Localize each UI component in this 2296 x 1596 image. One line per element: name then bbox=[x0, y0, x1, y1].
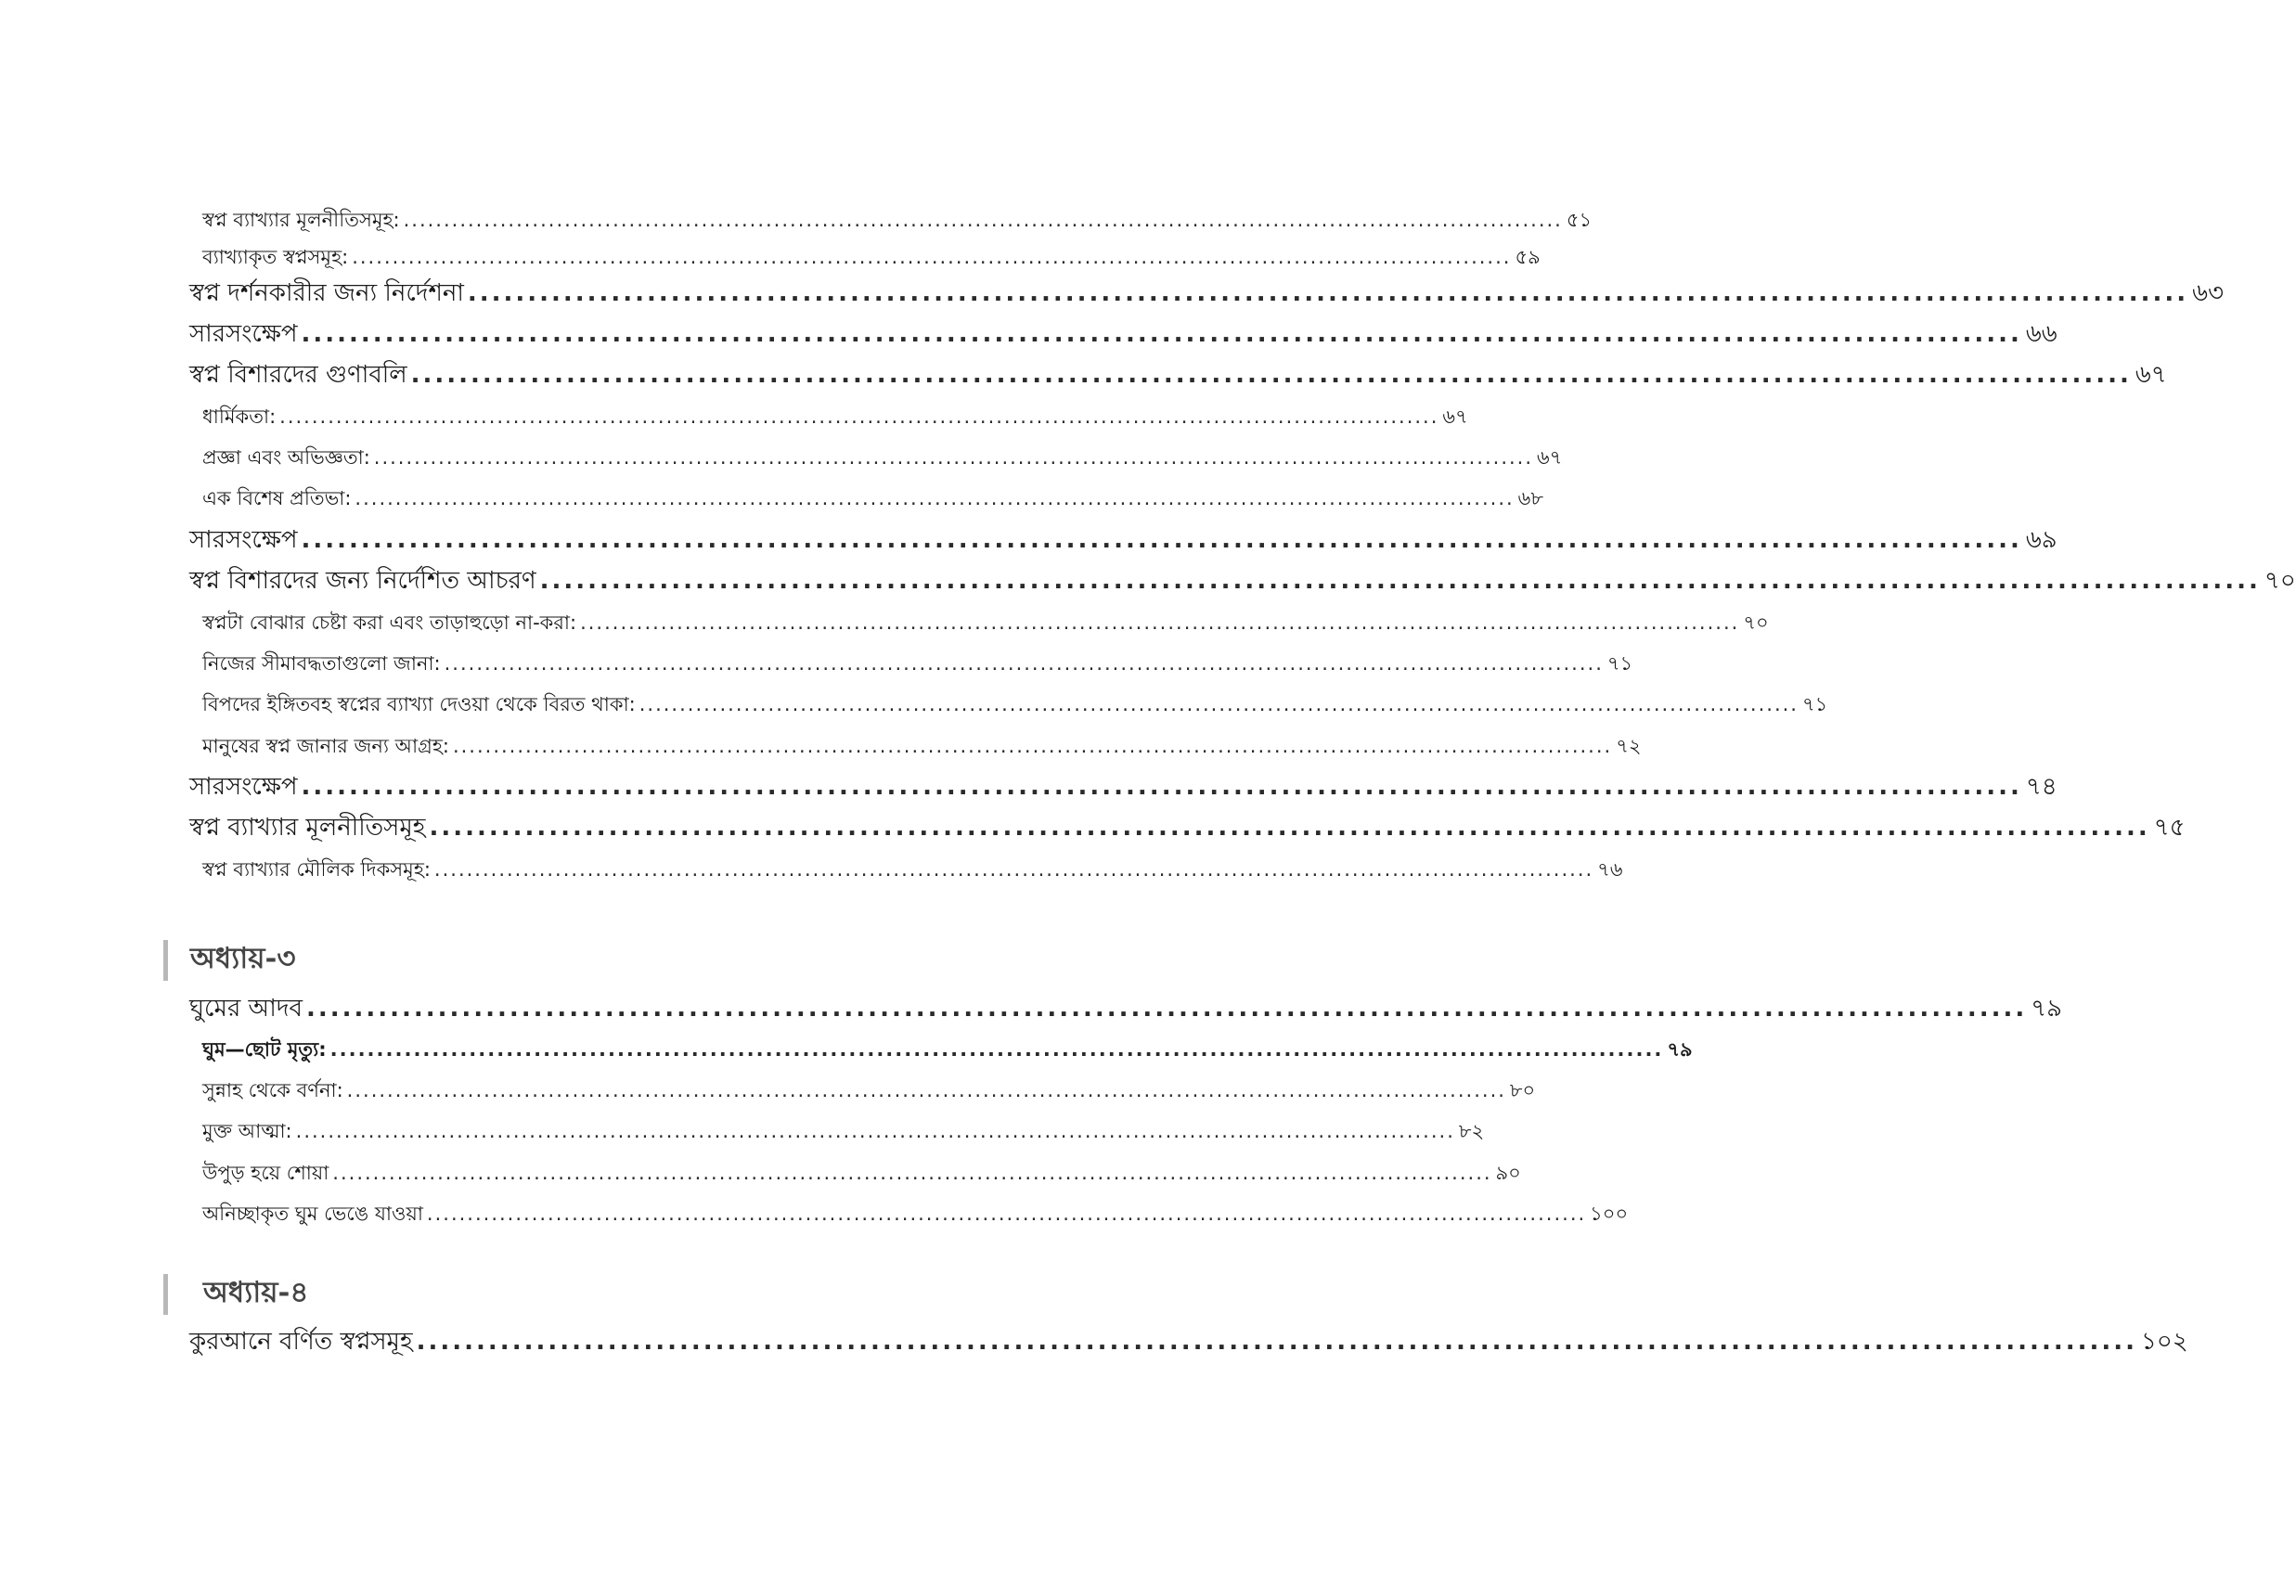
toc-leader: ................................................................................................................................................ bbox=[467, 279, 2189, 307]
toc-leader: ................................................................................................................................................ bbox=[346, 1079, 1506, 1101]
toc-leader: ................................................................................................................................................ bbox=[301, 320, 2022, 348]
toc-entry-title: স্বপ্ন বিশারদের গুণাবলি bbox=[189, 361, 407, 389]
toc-entry-page: ৭৯ bbox=[2031, 995, 2063, 1023]
toc-leader: ................................................................................................................................................ bbox=[295, 1120, 1455, 1142]
chapter-title: অধ্যায়-৩ bbox=[190, 942, 296, 975]
toc-entry-title: উপুড় হয়ে শোয়া bbox=[202, 1162, 329, 1184]
toc-entry-page: ৬৯ bbox=[2025, 526, 2057, 554]
toc-leader: ................................................................................................................................................ bbox=[301, 526, 2022, 554]
toc-entry-page: ৬৭ bbox=[1442, 405, 1468, 428]
toc-entry[interactable] bbox=[189, 563, 2296, 598]
toc-entry[interactable] bbox=[202, 243, 1541, 271]
toc-entry[interactable] bbox=[189, 316, 2057, 352]
toc-entry[interactable] bbox=[202, 1076, 1536, 1104]
toc-entry-page: ৭৯ bbox=[1667, 1038, 1693, 1061]
toc-entry[interactable] bbox=[202, 650, 1633, 677]
toc-entry-page: ৬৭ bbox=[2135, 361, 2167, 389]
toc-entry-title: বিপদের ইঙ্গিতবহ স্বপ্নের ব্যাখ্যা দেওয়া থেকে বিরত থাকা: bbox=[202, 693, 636, 715]
toc-entry-title: এক বিশেষ প্রতিভা: bbox=[202, 487, 352, 509]
toc-entry-title: স্বপ্ন ব্যাখ্যার মূলনীতিসমূহ bbox=[189, 814, 426, 842]
toc-entry[interactable] bbox=[189, 357, 2167, 393]
toc-entry-page: ৭৫ bbox=[2153, 814, 2186, 842]
toc-entry-title: কুরআনে বর্ণিত স্বপ্নসমূহ bbox=[189, 1328, 413, 1356]
toc-entry-title: সারসংক্ষেপ bbox=[189, 526, 298, 554]
toc-leader: ................................................................................................................................................ bbox=[429, 814, 2150, 842]
toc-entry-title: সুন্নাহ থেকে বর্ণনা: bbox=[202, 1079, 343, 1101]
toc-leader: ................................................................................................................................................ bbox=[444, 652, 1604, 675]
toc-entry-page: ৭০ bbox=[2264, 567, 2296, 595]
toc-leader: ................................................................................................................................................ bbox=[410, 361, 2132, 389]
toc-entry-page: ১০২ bbox=[2140, 1328, 2188, 1356]
toc-entry[interactable] bbox=[189, 769, 2057, 804]
toc-entry[interactable] bbox=[202, 206, 1593, 234]
toc-entry-page: ৭৬ bbox=[1597, 858, 1623, 881]
toc-leader: ................................................................................................................................................ bbox=[332, 1162, 1492, 1184]
toc-leader: ................................................................................................................................................ bbox=[279, 405, 1439, 428]
toc-entry-title: প্রজ্ঞা এবং অভিজ্ঞতা: bbox=[202, 446, 370, 469]
toc-entry-page: ৭২ bbox=[1616, 735, 1642, 757]
toc-entry[interactable] bbox=[189, 991, 2063, 1026]
toc-entry[interactable] bbox=[202, 403, 1468, 431]
toc-entry-page: ১০০ bbox=[1590, 1203, 1629, 1225]
toc-entry-title: মানুষের স্বপ্ন জানার জন্য আগ্রহ: bbox=[202, 735, 449, 757]
toc-entry-title: অনিচ্ছাকৃত ঘুম ভেঙে যাওয়া bbox=[202, 1203, 423, 1225]
toc-entry[interactable] bbox=[189, 1324, 2188, 1359]
chapter-heading bbox=[163, 1273, 308, 1316]
toc-entry-title: সারসংক্ষেপ bbox=[189, 320, 298, 348]
toc-entry-title: ঘুমের আদব bbox=[189, 995, 303, 1023]
toc-entry[interactable] bbox=[202, 856, 1623, 883]
toc-entry-title: স্বপ্ন ব্যাখ্যার মূলনীতিসমূহ: bbox=[202, 209, 400, 231]
toc-entry-page: ৯০ bbox=[1495, 1162, 1521, 1184]
toc-leader: ................................................................................................................................................ bbox=[352, 246, 1512, 268]
chapter-heading bbox=[163, 939, 296, 982]
toc-entry-page: ৬৮ bbox=[1517, 487, 1543, 509]
toc-entry-title: ব্যাখ্যাকৃত স্বপ্নসমূহ: bbox=[202, 246, 349, 268]
toc-entry-title: ধার্মিকতা: bbox=[202, 405, 277, 428]
toc-entry[interactable] bbox=[202, 1117, 1485, 1145]
toc-leader: ................................................................................................................................................ bbox=[305, 995, 2028, 1023]
toc-leader: ................................................................................................................................................ bbox=[452, 735, 1613, 757]
toc-leader: ................................................................................................................................................ bbox=[433, 858, 1594, 881]
toc-entry-page: ৬৬ bbox=[2025, 320, 2057, 348]
toc-entry-page: ৫১ bbox=[1566, 209, 1593, 231]
toc-entry[interactable] bbox=[202, 484, 1543, 512]
toc-entry-page: ৭১ bbox=[1801, 693, 1828, 715]
toc-entry[interactable] bbox=[202, 1159, 1521, 1187]
toc-entry[interactable] bbox=[202, 1036, 1693, 1063]
toc-entry[interactable] bbox=[189, 522, 2057, 558]
toc-entry-title: স্বপ্ন ব্যাখ্যার মৌলিক দিকসমূহ: bbox=[202, 858, 431, 881]
toc-entry-title: মুক্ত আত্মা: bbox=[202, 1120, 292, 1142]
toc-entry-title: ঘুম—ছোট মৃত্যু: bbox=[202, 1038, 327, 1061]
toc-leader: ................................................................................................................................................ bbox=[539, 567, 2261, 595]
toc-entry-page: ৮২ bbox=[1458, 1120, 1485, 1142]
toc-entry-title: স্বপ্ন দর্শনকারীর জন্য নির্দেশনা bbox=[189, 279, 464, 307]
toc-entry-page: ৭১ bbox=[1606, 652, 1633, 675]
toc-entry[interactable] bbox=[189, 276, 2224, 311]
toc-entry[interactable] bbox=[202, 444, 1563, 471]
toc-entry[interactable] bbox=[202, 1200, 1629, 1228]
toc-entry[interactable] bbox=[202, 609, 1769, 637]
chapter-title: অধ্যায়-৪ bbox=[203, 1276, 309, 1309]
toc-leader: ................................................................................................................................................ bbox=[301, 773, 2022, 801]
toc-leader: ................................................................................................................................................ bbox=[638, 693, 1799, 715]
toc-leader: ................................................................................................................................................ bbox=[355, 487, 1515, 509]
toc-entry-page: ৭৪ bbox=[2025, 773, 2057, 801]
toc-entry-page: ৬৩ bbox=[2192, 279, 2224, 307]
toc-entry-page: ৬৭ bbox=[1537, 446, 1563, 469]
toc-entry[interactable] bbox=[202, 732, 1642, 760]
toc-entry[interactable] bbox=[202, 690, 1828, 718]
toc-leader: ................................................................................................................................................ bbox=[373, 446, 1534, 469]
toc-entry-page: ৭০ bbox=[1743, 611, 1769, 634]
toc-entry-page: ৮০ bbox=[1509, 1079, 1536, 1101]
toc-leader: ................................................................................................................................................ bbox=[416, 1328, 2137, 1356]
toc-leader: ................................................................................................................................................ bbox=[329, 1038, 1664, 1061]
toc-entry-title: স্বপ্নটা বোঝার চেষ্টা করা এবং তাড়াহুড়ো না-করা: bbox=[202, 611, 577, 634]
toc-entry-title: স্বপ্ন বিশারদের জন্য নির্দেশিত আচরণ bbox=[189, 567, 536, 595]
toc-leader: ................................................................................................................................................ bbox=[580, 611, 1740, 634]
toc-leader: ................................................................................................................................................ bbox=[426, 1203, 1587, 1225]
toc-entry-page: ৫৯ bbox=[1515, 246, 1541, 268]
chapter-bar bbox=[163, 940, 168, 981]
toc-leader: ................................................................................................................................................ bbox=[403, 209, 1563, 231]
toc-entry-title: নিজের সীমাবদ্ধতাগুলো জানা: bbox=[202, 652, 441, 675]
toc-entry-title: সারসংক্ষেপ bbox=[189, 773, 298, 801]
chapter-bar bbox=[163, 1274, 168, 1315]
toc-entry[interactable] bbox=[189, 810, 2186, 845]
